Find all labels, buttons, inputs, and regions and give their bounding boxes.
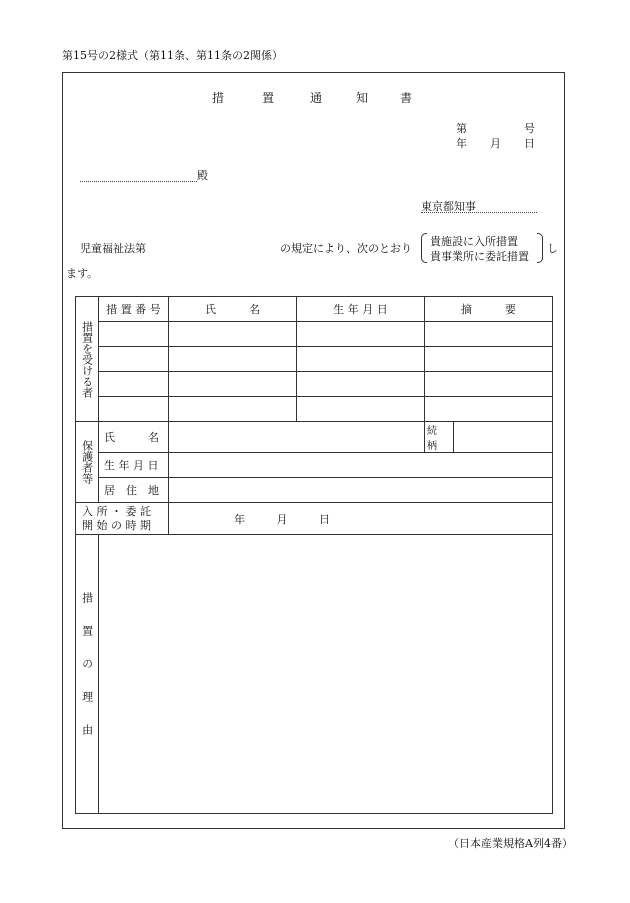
guardian-group-label: 保護者等 <box>76 422 99 503</box>
start-day: 日 <box>319 512 330 526</box>
guardian-birth-value <box>169 453 553 478</box>
table-row <box>76 372 553 397</box>
body-suffix: し <box>547 242 558 255</box>
date-year: 年 <box>456 137 467 150</box>
table-row <box>76 397 553 422</box>
guardian-name-label: 氏 名 <box>99 422 169 453</box>
title-char-3: 通 <box>310 91 323 105</box>
guardian-name-value <box>169 422 425 453</box>
reason-value <box>99 535 553 814</box>
form-label: 第15号の2様式（第11条、第11条の2関係） <box>62 49 283 62</box>
guardian-birth-label: 生 年 月 日 <box>99 453 169 478</box>
title-char-2: 置 <box>262 91 275 105</box>
reason-label: 措置の理由 <box>76 535 99 814</box>
issuer-line <box>421 212 537 213</box>
start-period-label: 入 所 ・ 委 託 開 始 の 時 期 <box>76 503 169 535</box>
header-measure-no: 措 置 番 号 <box>99 297 169 322</box>
option-entrust: 貴事業所に委託措置 <box>430 250 529 263</box>
option-admission: 貴施設に入所措置 <box>430 235 518 248</box>
relation-label: 続 柄 <box>425 422 454 453</box>
residence-value <box>169 478 553 503</box>
start-year: 年 <box>234 512 245 526</box>
issuer: 東京都知事 <box>421 200 476 213</box>
header-remarks: 摘 要 <box>425 297 553 322</box>
header-name: 氏 名 <box>169 297 297 322</box>
addressee-line <box>80 181 197 182</box>
title-char-1: 措 <box>212 91 225 105</box>
start-month: 月 <box>276 512 288 526</box>
addressee-suffix: 殿 <box>197 169 208 182</box>
measure-table <box>75 296 553 814</box>
body-continuation: ます。 <box>66 267 99 280</box>
date-day: 日 <box>524 137 535 150</box>
subject-group-label: 措置を受ける者 <box>76 297 99 422</box>
number-dai: 第 <box>456 122 467 135</box>
table-row <box>76 322 553 347</box>
header-birth: 生 年 月 日 <box>297 297 425 322</box>
date-month: 月 <box>490 137 501 150</box>
number-go: 号 <box>524 122 535 135</box>
title-char-4: 知 <box>356 91 369 105</box>
law-prefix: 児童福祉法第 <box>80 242 146 255</box>
title-char-5: 書 <box>400 91 413 105</box>
start-period-value <box>169 503 553 535</box>
relation-value <box>454 422 553 453</box>
footer-spec: （日本産業規格A列4番） <box>448 837 573 850</box>
bracket-right <box>537 233 543 263</box>
table-row <box>76 347 553 372</box>
body-middle: の規定により、次のとおり <box>280 242 412 255</box>
bracket-left <box>421 233 427 263</box>
residence-label: 居 住 地 <box>99 478 169 503</box>
